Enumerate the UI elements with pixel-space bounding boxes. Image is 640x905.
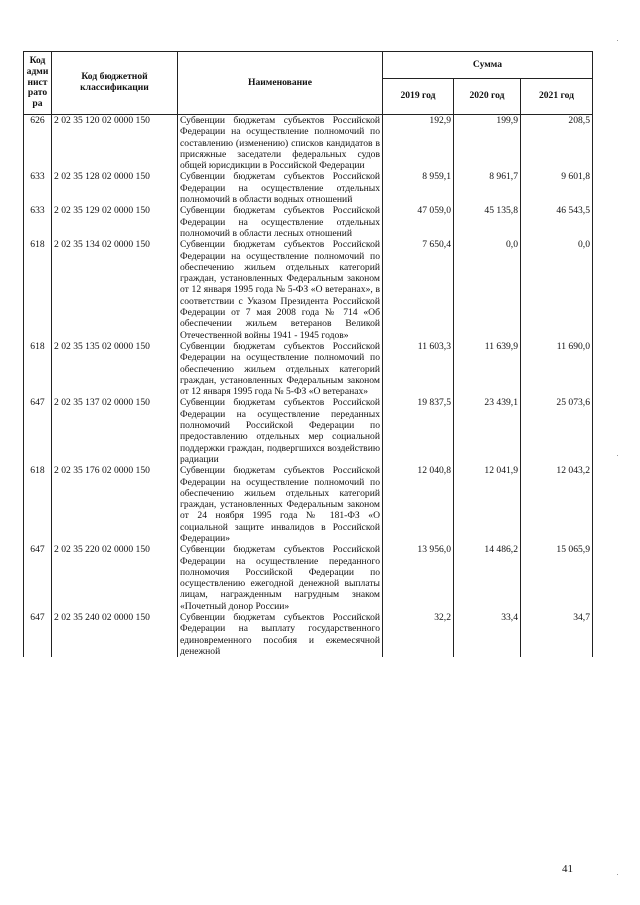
amount-2020: 14 486,2 bbox=[454, 544, 521, 612]
admin-code: 626 bbox=[24, 115, 52, 172]
year-2019-header: 2019 год bbox=[383, 79, 454, 115]
item-name: Субвенции бюджетам субъектов Российской Федерации на осуществление полномочий по обеспечению жильем отдельных категорий граждан, установленных Федеральным законом от 12 января 1995 года № 5-ФЗ «О ветеранах», в соответствии с Указом Президента Российской Федерации от 7 мая 2008 года № 714 «Об обеспечении жильем ветеранов Великой Отечественной войны 1941 - 1945 годов» bbox=[178, 239, 383, 341]
amount-2020: 33,4 bbox=[454, 612, 521, 657]
budget-code: 2 02 35 128 02 0000 150 bbox=[52, 171, 178, 205]
year-2020-header: 2020 год bbox=[454, 79, 521, 115]
table-body bbox=[24, 115, 593, 658]
amount-2021: 11 690,0 bbox=[521, 341, 593, 397]
budget-code: 2 02 35 176 02 0000 150 bbox=[52, 465, 178, 544]
budget-code: 2 02 35 135 02 0000 150 bbox=[52, 341, 178, 397]
table-row bbox=[24, 341, 593, 397]
admin-code: 633 bbox=[24, 205, 52, 239]
amount-2019: 32,2 bbox=[383, 612, 454, 657]
table-row bbox=[24, 612, 593, 657]
item-name: Субвенции бюджетам субъектов Российской Федерации на осуществление отдельных полномочий в области водных отношений bbox=[178, 171, 383, 205]
admin-code: 647 bbox=[24, 612, 52, 657]
amount-2021: 34,7 bbox=[521, 612, 593, 657]
amount-2019: 192,9 bbox=[383, 115, 454, 172]
amount-2019: 7 650,4 bbox=[383, 239, 454, 341]
item-name: Субвенции бюджетам субъектов Российской Федерации на осуществление переданного полномочия Российской Федерации по осуществлению ежегодной денежной выплаты лицам, награжденным нагрудным знаком «Почетный донор России» bbox=[178, 544, 383, 612]
amount-2021: 12 043,2 bbox=[521, 465, 593, 544]
amount-2020: 8 961,7 bbox=[454, 171, 521, 205]
table-row bbox=[24, 115, 593, 172]
amount-2020: 12 041,9 bbox=[454, 465, 521, 544]
item-name: Субвенции бюджетам субъектов Российской Федерации на выплату государственного единовременного пособия и ежемесячной денежной bbox=[178, 612, 383, 657]
amount-2021: 0,0 bbox=[521, 239, 593, 341]
amount-2019: 8 959,1 bbox=[383, 171, 454, 205]
admin-code: 647 bbox=[24, 397, 52, 465]
budget-table bbox=[23, 51, 593, 657]
amount-2020: 23 439,1 bbox=[454, 397, 521, 465]
amount-2020: 11 639,9 bbox=[454, 341, 521, 397]
budget-code-header: Код бюджетной классификации bbox=[52, 52, 178, 115]
amount-2020: 45 135,8 bbox=[454, 205, 521, 239]
amount-2021: 15 065,9 bbox=[521, 544, 593, 612]
sum-header: Сумма bbox=[383, 52, 593, 79]
amount-2021: 25 073,6 bbox=[521, 397, 593, 465]
item-name: Субвенции бюджетам субъектов Российской Федерации на осуществление полномочий по составлению (изменению) списков кандидатов в присяжные заседатели федеральных судов общей юрисдикции в Российской Федерации bbox=[178, 115, 383, 172]
year-2021-header: 2021 год bbox=[521, 79, 593, 115]
scan-speck bbox=[617, 40, 618, 41]
amount-2021: 46 543,5 bbox=[521, 205, 593, 239]
amount-2019: 11 603,3 bbox=[383, 341, 454, 397]
table-row bbox=[24, 397, 593, 465]
amount-2019: 13 956,0 bbox=[383, 544, 454, 612]
budget-code: 2 02 35 134 02 0000 150 bbox=[52, 239, 178, 341]
admin-code: 618 bbox=[24, 239, 52, 341]
amount-2019: 19 837,5 bbox=[383, 397, 454, 465]
budget-code: 2 02 35 240 02 0000 150 bbox=[52, 612, 178, 657]
admin-code: 618 bbox=[24, 341, 52, 397]
table-row bbox=[24, 544, 593, 612]
amount-2019: 47 059,0 bbox=[383, 205, 454, 239]
budget-code: 2 02 35 120 02 0000 150 bbox=[52, 115, 178, 172]
amount-2021: 9 601,8 bbox=[521, 171, 593, 205]
admin-code: 618 bbox=[24, 465, 52, 544]
item-name: Субвенции бюджетам субъектов Российской Федерации на осуществление полномочий по обеспечению жильем отдельных категорий граждан, установленных Федеральным законом от 12 января 1995 года № 5-ФЗ «О ветеранах» bbox=[178, 341, 383, 397]
amount-2020: 199,9 bbox=[454, 115, 521, 172]
admin-code-header: Код адми нист рато ра bbox=[24, 52, 52, 115]
scan-speck bbox=[617, 874, 618, 875]
admin-code: 647 bbox=[24, 544, 52, 612]
name-header: Наименование bbox=[178, 52, 383, 115]
table-header bbox=[24, 52, 593, 115]
scan-speck bbox=[617, 455, 618, 456]
item-name: Субвенции бюджетам субъектов Российской Федерации на осуществление отдельных полномочий в области лесных отношений bbox=[178, 205, 383, 239]
table-row bbox=[24, 465, 593, 544]
amount-2019: 12 040,8 bbox=[383, 465, 454, 544]
budget-code: 2 02 35 137 02 0000 150 bbox=[52, 397, 178, 465]
amount-2020: 0,0 bbox=[454, 239, 521, 341]
item-name: Субвенции бюджетам субъектов Российской Федерации на осуществление полномочий по обеспечению жильем отдельных категорий граждан, установленных Федеральным законом от 24 ноября 1995 года № 181-ФЗ «О социальной защите инвалидов в Российской Федерации» bbox=[178, 465, 383, 544]
admin-code: 633 bbox=[24, 171, 52, 205]
amount-2021: 208,5 bbox=[521, 115, 593, 172]
table-row bbox=[24, 239, 593, 341]
budget-code: 2 02 35 220 02 0000 150 bbox=[52, 544, 178, 612]
table-row bbox=[24, 205, 593, 239]
page-number: 41 bbox=[562, 863, 573, 875]
budget-code: 2 02 35 129 02 0000 150 bbox=[52, 205, 178, 239]
table-row bbox=[24, 171, 593, 205]
item-name: Субвенции бюджетам субъектов Российской Федерации на осуществление переданных полномочий Российской Федерации по предоставлению отдельных мер социальной поддержки граждан, подвергшихся воздействию радиации bbox=[178, 397, 383, 465]
